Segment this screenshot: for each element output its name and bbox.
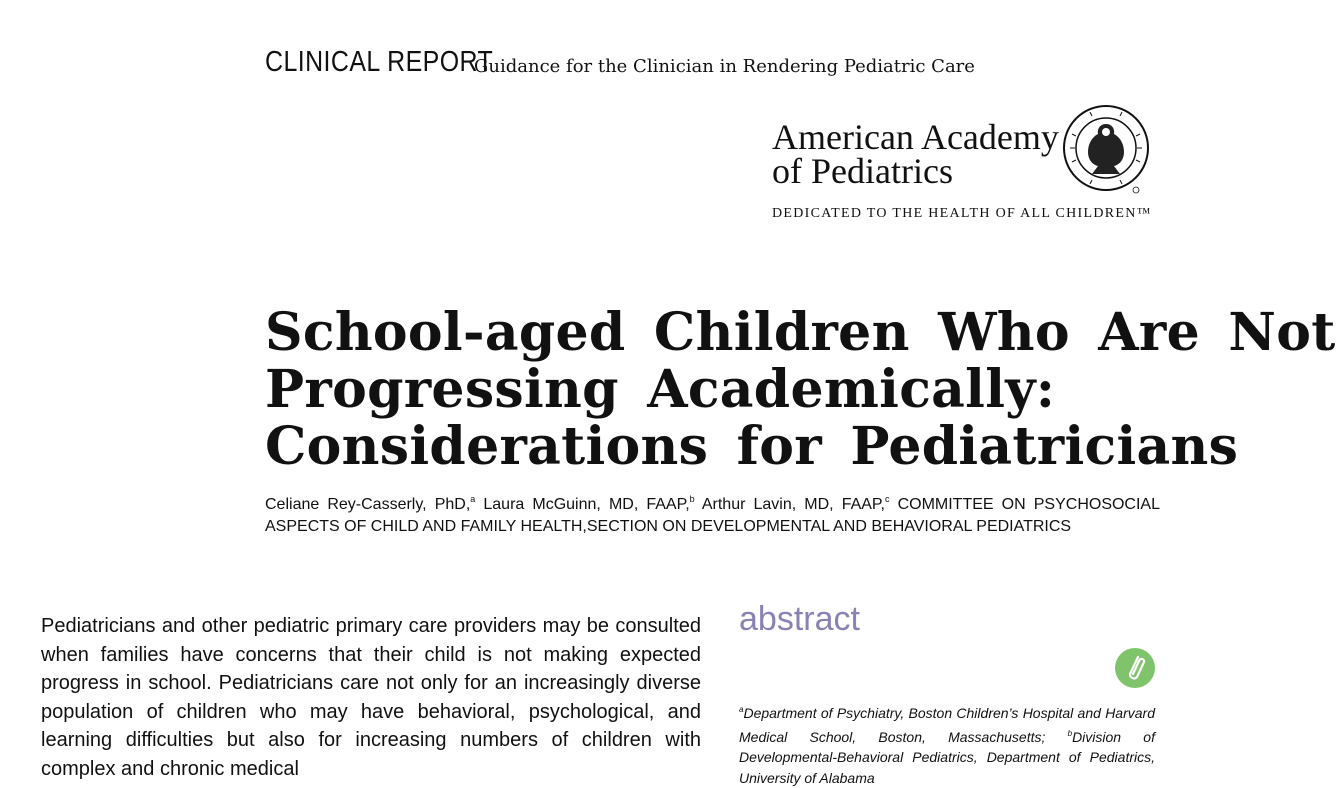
abstract-heading: abstract [739,600,860,638]
paperclip-icon[interactable] [1115,648,1155,688]
affiliation-mark: b [1067,728,1073,738]
author-name: Celiane Rey-Casserly, PhD, [265,496,471,513]
author-affiliation-mark: b [689,494,695,504]
committee-names: COMMITTEE ON PSYCHOSOCIAL ASPECTS OF CHILD AND FAMILY HEALTH,SECTION ON DEVELOPMENTAL AND BEHAVIORAL PEDIATRICS [265,496,1161,535]
affiliation-mark: a [739,705,744,714]
publisher-name-line2: of Pediatrics [772,151,953,191]
author-list [265,488,1160,538]
title-line: School-aged Children Who Are Not [265,302,1336,363]
affiliation-text: Department of Psychiatry, Boston Children’s Hospital and Harvard Medical School, Boston, Massachusetts; [739,705,1155,745]
publisher-name-line1: American Academy [772,117,1059,157]
affiliations-footnote [739,700,1155,788]
affiliation-text: Division of Developmental-Behavioral Pediatrics, Department of Pediatrics, University of Alabama [739,728,1155,786]
article-title [265,302,1336,477]
publisher-tagline: DEDICATED TO THE HEALTH OF ALL CHILDREN™ [772,206,1152,221]
abstract-body: Pediatricians and other pediatric primary care providers may be consulted when families have concerns that their child is not making expected progress in school. Pediatricians care not only for an increasingly diverse population of children who may have behavioral, psychological, and learning difficulties but also for increasing numbers of children with complex and chronic medical [41,615,701,780]
author-name: Laura McGuinn, MD, FAAP, [475,496,690,513]
title-line: Considerations for Pediatricians [265,416,1239,477]
title-line: Progressing Academically: [265,359,1056,420]
author-affiliation-mark: a [470,494,476,504]
author-affiliation-mark: c [885,494,890,504]
publisher-name [772,117,1059,191]
author-name: Arthur Lavin, MD, FAAP, [694,496,885,513]
publisher-logo [772,118,1162,228]
report-header [265,46,975,79]
report-series-label: Guidance for the Clinician in Rendering Pediatric Care [474,56,975,77]
aap-seal-icon [1060,104,1152,196]
report-kind-label: CLINICAL REPORT [265,46,494,78]
